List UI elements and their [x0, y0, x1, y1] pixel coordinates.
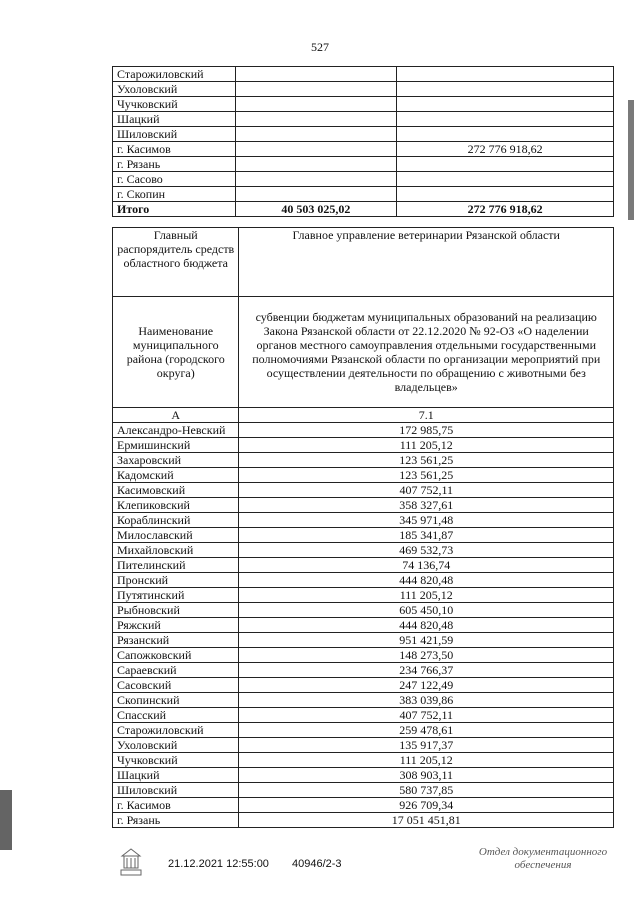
amount-cell: 444 820,48 [239, 618, 614, 633]
table-row [113, 723, 614, 738]
code-row [113, 408, 614, 423]
header-row-district [113, 297, 614, 408]
value-cell [397, 187, 614, 202]
amount-cell: 308 903,11 [239, 768, 614, 783]
district-cell: Сасовский [113, 678, 239, 693]
value-cell [397, 157, 614, 172]
table-row [113, 97, 614, 112]
table-row [113, 588, 614, 603]
table-row [113, 142, 614, 157]
subvention-table-body [113, 228, 614, 828]
total-col2: 40 503 025,02 [235, 202, 397, 217]
table-row [113, 768, 614, 783]
district-cell: г. Касимов [113, 798, 239, 813]
value-cell [235, 187, 397, 202]
value-cell [397, 97, 614, 112]
amount-cell: 926 709,34 [239, 798, 614, 813]
amount-cell: 111 205,12 [239, 438, 614, 453]
district-cell: Рязанский [113, 633, 239, 648]
table-row [113, 172, 614, 187]
table-row [113, 753, 614, 768]
district-cell: Ряжский [113, 618, 239, 633]
district-cell: Ухоловский [113, 738, 239, 753]
district-cell: Александро-Невский [113, 423, 239, 438]
amount-cell: 407 752,11 [239, 483, 614, 498]
district-cell: Милославский [113, 528, 239, 543]
value-cell [397, 172, 614, 187]
district-cell: Старожиловский [113, 723, 239, 738]
scan-edge-mark [0, 790, 12, 850]
district-cell: Старожиловский [113, 67, 236, 82]
amount-cell: 605 450,10 [239, 603, 614, 618]
value-cell [397, 82, 614, 97]
stamp-line-1: Отдел документационного [478, 846, 608, 858]
total-label: Итого [113, 202, 236, 217]
header-subvention-description: субвенции бюджетам муниципальных образований на реализацию Закона Рязанской области от 22.12.2020 № 92-ОЗ «О наделении органов местного самоуправления отдельными государственными полномочиями Рязанской области по организации мероприятий при осуществлении деятельности по обращению с животными без владельцев» [239, 297, 614, 408]
district-cell: Шацкий [113, 112, 236, 127]
district-cell: г. Рязань [113, 157, 236, 172]
table-row [113, 708, 614, 723]
district-cell: Касимовский [113, 483, 239, 498]
value-cell [397, 127, 614, 142]
amount-cell: 358 327,61 [239, 498, 614, 513]
district-cell: Пителинский [113, 558, 239, 573]
district-cell: Шацкий [113, 768, 239, 783]
table-row [113, 663, 614, 678]
district-cell: Скопинский [113, 693, 239, 708]
footer-doc-number: 40946/2-3 [292, 858, 342, 870]
amount-cell: 951 421,59 [239, 633, 614, 648]
table-row [113, 438, 614, 453]
table-row [113, 603, 614, 618]
stamp-line-2: обеспечения [514, 859, 572, 871]
table-row [113, 678, 614, 693]
amount-cell: 345 971,48 [239, 513, 614, 528]
value-cell [235, 82, 397, 97]
district-cell: Путятинский [113, 588, 239, 603]
value-cell [235, 127, 397, 142]
amount-cell: 172 985,75 [239, 423, 614, 438]
table-row [113, 127, 614, 142]
amount-cell: 234 766,37 [239, 663, 614, 678]
district-cell: Пронский [113, 573, 239, 588]
summary-table [112, 66, 614, 217]
district-cell: Ермишинский [113, 438, 239, 453]
code-left: А [113, 408, 239, 423]
table-row [113, 558, 614, 573]
amount-cell: 259 478,61 [239, 723, 614, 738]
district-cell: Сапожковский [113, 648, 239, 663]
table-row [113, 423, 614, 438]
amount-cell: 111 205,12 [239, 753, 614, 768]
district-cell: г. Рязань [113, 813, 239, 828]
table-row [113, 187, 614, 202]
table-row [113, 648, 614, 663]
header-district-label: Наименование муниципального района (городского округа) [113, 297, 239, 408]
table-row [113, 67, 614, 82]
amount-cell: 383 039,86 [239, 693, 614, 708]
district-cell: Шиловский [113, 127, 236, 142]
amount-cell: 135 917,37 [239, 738, 614, 753]
code-right: 7.1 [239, 408, 614, 423]
value-cell [235, 142, 397, 157]
amount-cell: 123 561,25 [239, 468, 614, 483]
district-cell: Рыбновский [113, 603, 239, 618]
table-row [113, 618, 614, 633]
table-row [113, 798, 614, 813]
table-row [113, 157, 614, 172]
amount-cell: 444 820,48 [239, 573, 614, 588]
header-distributor-label: Главный распорядитель средств областного бюджета [113, 228, 239, 297]
value-cell [397, 112, 614, 127]
table-row [113, 483, 614, 498]
amount-cell: 111 205,12 [239, 588, 614, 603]
amount-cell: 123 561,25 [239, 453, 614, 468]
table-row [113, 543, 614, 558]
district-cell: Спасский [113, 708, 239, 723]
amount-cell: 407 752,11 [239, 708, 614, 723]
district-cell: Захаровский [113, 453, 239, 468]
header-row-distributor [113, 228, 614, 297]
header-distributor-value: Главное управление ветеринарии Рязанской области [239, 228, 614, 297]
footer-datetime: 21.12.2021 12:55:00 [168, 858, 269, 870]
amount-cell: 74 136,74 [239, 558, 614, 573]
district-cell: Чучковский [113, 753, 239, 768]
amount-cell: 469 532,73 [239, 543, 614, 558]
district-cell: г. Скопин [113, 187, 236, 202]
emblem-icon [116, 846, 146, 878]
total-col3: 272 776 918,62 [397, 202, 614, 217]
district-cell: Шиловский [113, 783, 239, 798]
department-stamp [468, 846, 618, 872]
amount-cell: 580 737,85 [239, 783, 614, 798]
table-row [113, 112, 614, 127]
table-row [113, 783, 614, 798]
table-row [113, 82, 614, 97]
amount-cell: 185 341,87 [239, 528, 614, 543]
value-cell [235, 157, 397, 172]
scan-edge-mark [628, 100, 634, 220]
value-cell [235, 97, 397, 112]
table-row [113, 813, 614, 828]
district-cell: Клепиковский [113, 498, 239, 513]
total-row [113, 202, 614, 217]
district-cell: Сараевский [113, 663, 239, 678]
table-row [113, 498, 614, 513]
value-cell: 272 776 918,62 [397, 142, 614, 157]
district-cell: Кораблинский [113, 513, 239, 528]
amount-cell: 247 122,49 [239, 678, 614, 693]
page-number: 527 [311, 40, 329, 54]
table-row [113, 468, 614, 483]
district-cell: Ухоловский [113, 82, 236, 97]
table-row [113, 573, 614, 588]
table-row [113, 738, 614, 753]
value-cell [235, 67, 397, 82]
district-cell: г. Сасово [113, 172, 236, 187]
table-row [113, 453, 614, 468]
summary-table-body [113, 67, 614, 217]
district-cell: Кадомский [113, 468, 239, 483]
table-row [113, 513, 614, 528]
table-row [113, 528, 614, 543]
value-cell [235, 112, 397, 127]
table-row [113, 633, 614, 648]
district-cell: Михайловский [113, 543, 239, 558]
amount-cell: 17 051 451,81 [239, 813, 614, 828]
value-cell [397, 67, 614, 82]
district-cell: Чучковский [113, 97, 236, 112]
subvention-table [112, 227, 614, 828]
amount-cell: 148 273,50 [239, 648, 614, 663]
table-row [113, 693, 614, 708]
value-cell [235, 172, 397, 187]
district-cell: г. Касимов [113, 142, 236, 157]
